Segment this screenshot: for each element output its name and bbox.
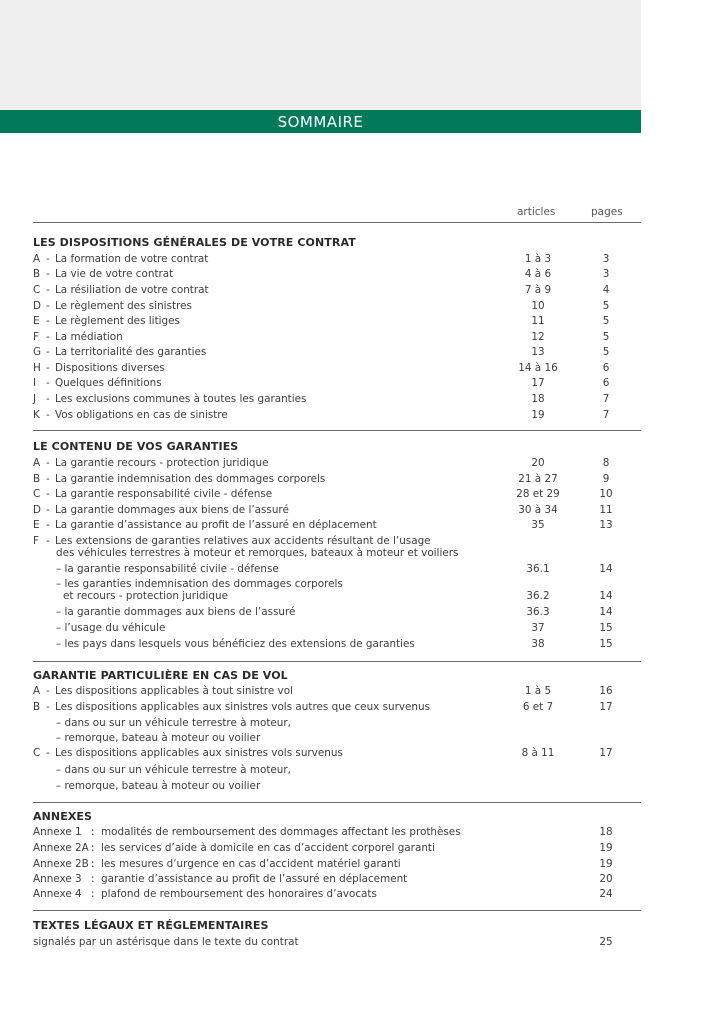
section-title: LES DISPOSITIONS GÉNÉRALES DE VOTRE CONTRAT xyxy=(33,236,356,249)
row-page: 17 xyxy=(599,747,613,759)
row-page: 10 xyxy=(599,488,613,500)
toc-row xyxy=(33,546,641,561)
annex-text: modalités de remboursement des dommages affectant les prothèses xyxy=(101,826,461,838)
row-page: 25 xyxy=(599,936,613,948)
row-articles: 35 xyxy=(531,519,545,531)
row-letter: E xyxy=(33,519,40,531)
row-page: 7 xyxy=(602,393,610,405)
column-header-pages: pages xyxy=(591,206,623,218)
toc-row: A - La formation de votre contrat 1 à 3 3 xyxy=(33,252,641,267)
row-letter: B xyxy=(33,473,41,485)
row-articles: 8 à 11 xyxy=(521,747,555,759)
row-page: 5 xyxy=(602,300,610,312)
row-letter: K xyxy=(33,409,40,421)
row-text: – dans ou sur un véhicule terrestre à moteur, xyxy=(56,717,291,729)
row-articles: 21 à 27 xyxy=(518,473,558,485)
row-letter: A xyxy=(33,457,41,469)
row-letter: C xyxy=(33,488,41,500)
row-articles: 20 xyxy=(531,457,545,469)
toc-row: K - Vos obligations en cas de sinistre 19 7 xyxy=(33,408,641,423)
toc-row: B - La vie de votre contrat 4 à 6 3 xyxy=(33,267,641,282)
row-page: 8 xyxy=(602,457,610,469)
row-letter: F xyxy=(33,331,39,343)
row-letter: A xyxy=(33,253,41,265)
toc-row xyxy=(33,562,641,577)
toc-row: B - Les dispositions applicables aux sinistres vols autres que ceux survenus 6 et 7 17 xyxy=(33,700,641,715)
row-articles: 7 à 9 xyxy=(524,284,552,296)
row-text: – remorque, bateau à moteur ou voilier xyxy=(56,732,261,744)
toc-row xyxy=(33,605,641,620)
row-articles: 17 xyxy=(531,377,545,389)
annex-label: Annexe 2B xyxy=(33,858,89,870)
row-text: – dans ou sur un véhicule terrestre à moteur, xyxy=(56,764,291,776)
row-text: – l’usage du véhicule xyxy=(56,622,166,634)
annex-text: garantie d’assistance au profit de l’assuré en déplacement xyxy=(101,873,408,885)
row-text: signalés par un astérisque dans le texte du contrat xyxy=(33,936,299,948)
toc-row: A - Les dispositions applicables à tout sinistre vol 1 à 5 16 xyxy=(33,684,641,699)
row-page: 7 xyxy=(602,409,610,421)
row-letter: H xyxy=(33,362,41,374)
row-text: Les dispositions applicables aux sinistres vols survenus xyxy=(55,747,343,759)
row-letter: I xyxy=(33,377,37,389)
row-letter: A xyxy=(33,685,41,697)
row-articles: 36.1 xyxy=(526,563,550,575)
row-text: Le règlement des sinistres xyxy=(55,300,192,312)
row-letter: B xyxy=(33,268,41,280)
divider xyxy=(33,910,641,911)
row-text: Les exclusions communes à toutes les garanties xyxy=(55,393,307,405)
section-title: TEXTES LÉGAUX ET RÉGLEMENTAIRES xyxy=(33,919,269,932)
row-page: 14 xyxy=(599,563,613,575)
row-text: Les extensions de garanties relatives aux accidents résultant de l’usage xyxy=(55,535,431,547)
row-articles: 37 xyxy=(531,622,545,634)
toc-row: E - Le règlement des litiges 11 5 xyxy=(33,314,641,329)
toc-row xyxy=(33,716,641,731)
row-page: 5 xyxy=(602,346,610,358)
toc-row xyxy=(33,589,641,604)
row-text: La médiation xyxy=(55,331,123,343)
toc-row xyxy=(33,763,641,778)
row-page: 11 xyxy=(599,504,613,516)
column-header-articles: articles xyxy=(517,206,556,218)
annex-text: les services d’aide à domicile en cas d’accident corporel garanti xyxy=(101,842,435,854)
row-text: La résiliation de votre contrat xyxy=(55,284,209,296)
toc-row: E - La garantie d’assistance au profit de l’assuré en déplacement 35 13 xyxy=(33,518,641,533)
toc-row: F - Les extensions de garanties relatives aux accidents résultant de l’usage xyxy=(33,535,431,547)
annex-label: Annexe 2A xyxy=(33,842,89,854)
annex-row: Annexe 2A : les services d’aide à domicile en cas d’accident corporel garanti 19 xyxy=(33,841,641,856)
toc-row: D - Le règlement des sinistres 10 5 xyxy=(33,299,641,314)
annex-text: les mesures d’urgence en cas d’accident matériel garanti xyxy=(101,858,401,870)
row-text: – remorque, bateau à moteur ou voilier xyxy=(56,780,261,792)
toc-row: J - Les exclusions communes à toutes les garanties 18 7 xyxy=(33,392,641,407)
row-text: des véhicules terrestres à moteur et remorques, bateaux à moteur et voiliers xyxy=(56,547,459,559)
row-articles: 36.2 xyxy=(526,590,550,602)
toc-row: D - La garantie dommages aux biens de l’assuré 30 à 34 11 xyxy=(33,503,641,518)
row-page: 17 xyxy=(599,701,613,713)
row-page: 6 xyxy=(602,362,610,374)
divider xyxy=(33,802,641,803)
row-articles: 18 xyxy=(531,393,545,405)
annex-row: Annexe 3 : garantie d’assistance au profit de l’assuré en déplacement 20 xyxy=(33,872,641,887)
annex-page: 18 xyxy=(599,826,613,838)
row-letter: C xyxy=(33,284,41,296)
section-title: GARANTIE PARTICULIÈRE EN CAS DE VOL xyxy=(33,669,288,682)
row-letter: E xyxy=(33,315,40,327)
row-text: Quelques définitions xyxy=(55,377,162,389)
row-text: Vos obligations en cas de sinistre xyxy=(55,409,228,421)
row-letter: C xyxy=(33,747,41,759)
row-articles: 1 à 5 xyxy=(524,685,552,697)
row-page: 5 xyxy=(602,315,610,327)
row-text: – la garantie responsabilité civile - défense xyxy=(56,563,279,575)
row-text: La garantie responsabilité civile - défense xyxy=(55,488,273,500)
divider xyxy=(33,430,641,431)
row-page: 15 xyxy=(599,622,613,634)
row-letter: B xyxy=(33,701,41,713)
row-letter: F xyxy=(33,535,39,547)
row-articles: 4 à 6 xyxy=(524,268,552,280)
toc-row: C - La résiliation de votre contrat 7 à 9 4 xyxy=(33,283,641,298)
toc-row: C - La garantie responsabilité civile - défense 28 et 29 10 xyxy=(33,487,641,502)
row-articles: 14 à 16 xyxy=(518,362,558,374)
row-text: La garantie recours - protection juridique xyxy=(55,457,269,469)
title-banner xyxy=(0,110,641,133)
row-text: – les garanties indemnisation des dommages corporels xyxy=(56,578,343,590)
annex-page: 20 xyxy=(599,873,613,885)
row-text: et recours - protection juridique xyxy=(63,590,228,602)
toc-row: B - La garantie indemnisation des dommages corporels 21 à 27 9 xyxy=(33,472,641,487)
row-page: 9 xyxy=(602,473,610,485)
row-text: La territorialité des garanties xyxy=(55,346,207,358)
row-articles: 12 xyxy=(531,331,545,343)
row-articles: 13 xyxy=(531,346,545,358)
toc-row xyxy=(33,935,641,950)
row-page: 15 xyxy=(599,638,613,650)
annex-page: 24 xyxy=(599,888,613,900)
annex-label: Annexe 3 xyxy=(33,873,82,885)
row-letter: J xyxy=(33,393,37,405)
row-text: Les dispositions applicables aux sinistres vols autres que ceux survenus xyxy=(55,701,431,713)
toc-row xyxy=(33,731,641,746)
row-text: – la garantie dommages aux biens de l’assuré xyxy=(56,606,296,618)
row-articles: 38 xyxy=(531,638,545,650)
section-title: ANNEXES xyxy=(33,810,93,823)
toc-row: C - Les dispositions applicables aux sinistres vols survenus 8 à 11 17 xyxy=(33,746,641,761)
page-title: SOMMAIRE xyxy=(277,113,364,131)
row-articles: 30 à 34 xyxy=(518,504,558,516)
toc-row xyxy=(33,621,641,636)
row-page: 4 xyxy=(602,284,610,296)
annex-label: Annexe 4 xyxy=(33,888,82,900)
row-text: La garantie dommages aux biens de l’assuré xyxy=(55,504,289,516)
annex-row: Annexe 4 : plafond de remboursement des honoraires d’avocats 24 xyxy=(33,887,641,902)
row-articles: 6 et 7 xyxy=(522,701,554,713)
row-letter: D xyxy=(33,504,42,516)
row-page: 3 xyxy=(602,268,610,280)
row-text: La garantie d’assistance au profit de l’assuré en déplacement xyxy=(55,519,377,531)
toc-row: I - Quelques définitions 17 6 xyxy=(33,376,641,391)
divider xyxy=(33,661,641,662)
row-text: Dispositions diverses xyxy=(55,362,165,374)
annex-page: 19 xyxy=(599,842,613,854)
toc-row: F - La médiation 12 5 xyxy=(33,330,641,345)
row-page: 14 xyxy=(599,590,613,602)
toc-row: G - La territorialité des garanties 13 5 xyxy=(33,345,641,360)
row-page: 16 xyxy=(599,685,613,697)
row-articles: 1 à 3 xyxy=(524,253,552,265)
toc-row: H - Dispositions diverses 14 à 16 6 xyxy=(33,361,641,376)
annex-row: Annexe 2B : les mesures d’urgence en cas d’accident matériel garanti 19 xyxy=(33,857,641,872)
row-articles: 19 xyxy=(531,409,545,421)
toc-row: A - La garantie recours - protection juridique 20 8 xyxy=(33,456,641,471)
row-articles: 28 et 29 xyxy=(516,488,560,500)
row-text: – les pays dans lesquels vous bénéficiez des extensions de garanties xyxy=(56,638,415,650)
row-articles: 11 xyxy=(531,315,545,327)
row-text: La garantie indemnisation des dommages corporels xyxy=(55,473,326,485)
annex-text: plafond de remboursement des honoraires d’avocats xyxy=(101,888,377,900)
row-page: 13 xyxy=(599,519,613,531)
row-letter: D xyxy=(33,300,42,312)
row-page: 14 xyxy=(599,606,613,618)
row-text: La vie de votre contrat xyxy=(55,268,174,280)
top-grey-band xyxy=(0,0,641,110)
annex-page: 19 xyxy=(599,858,613,870)
annex-label: Annexe 1 xyxy=(33,826,82,838)
annex-row: Annexe 1 : modalités de remboursement des dommages affectant les prothèses 18 xyxy=(33,825,641,840)
row-text: Le règlement des litiges xyxy=(55,315,180,327)
row-page: 5 xyxy=(602,331,610,343)
toc-row xyxy=(33,637,641,652)
row-articles: 10 xyxy=(531,300,545,312)
row-page: 6 xyxy=(602,377,610,389)
toc-row xyxy=(33,779,641,794)
row-letter: G xyxy=(33,346,42,358)
row-page: 3 xyxy=(602,253,610,265)
divider xyxy=(33,222,641,223)
row-text: La formation de votre contrat xyxy=(55,253,209,265)
row-articles: 36.3 xyxy=(526,606,550,618)
section-title: LE CONTENU DE VOS GARANTIES xyxy=(33,440,239,453)
row-text: Les dispositions applicables à tout sinistre vol xyxy=(55,685,293,697)
